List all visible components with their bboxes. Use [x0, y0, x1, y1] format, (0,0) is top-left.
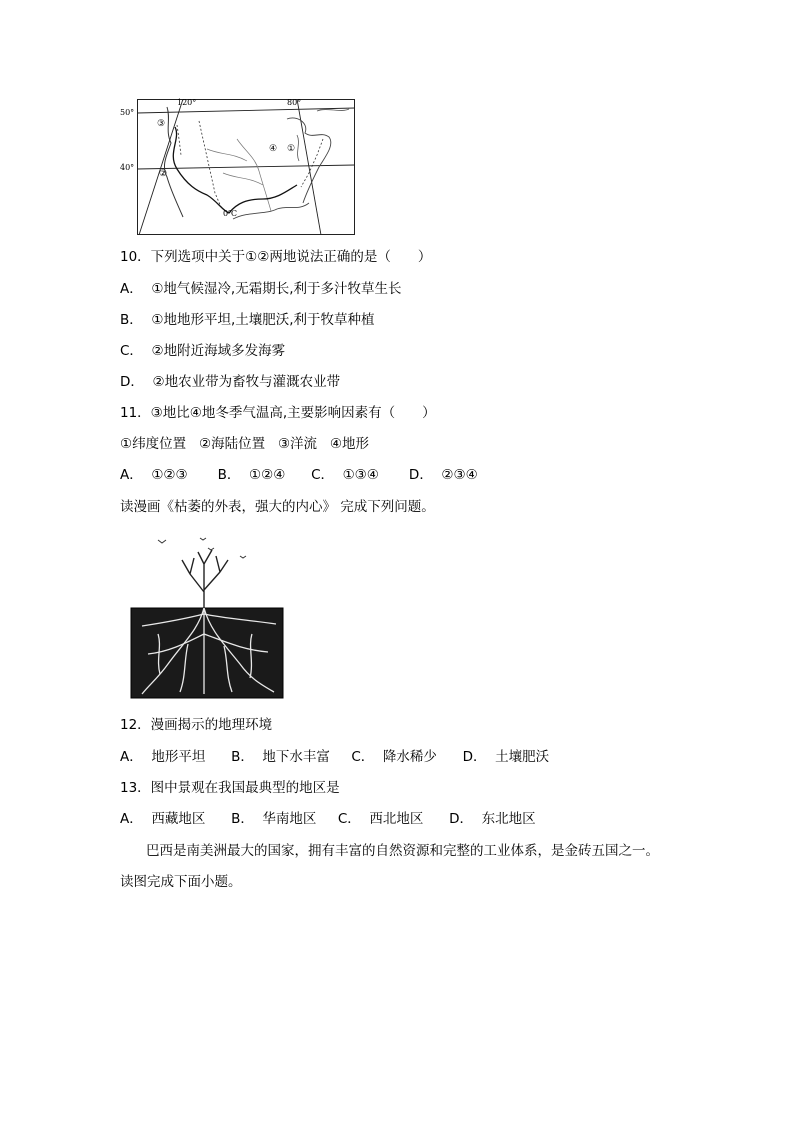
brazil-intro-line1: 巴西是南美洲最大的国家，拥有丰富的自然资源和完整的工业体系，是金砖五国之一。 — [146, 843, 659, 859]
q12-options: A． 地形平坦 B． 地下水丰富 C． 降水稀少 D． 土壤肥沃 — [120, 749, 550, 765]
withered-tree-cartoon — [128, 534, 286, 701]
marker-3: ③ — [157, 119, 166, 129]
longitude-80-label: 80° — [287, 98, 302, 107]
q10-stem: 10．下列选项中关于①②两地说法正确的是（ ） — [120, 249, 432, 265]
q10-option-d: D． ②地农业带为畜牧与灌溉农业带 — [120, 374, 341, 390]
q10-option-c: C． ②地附近海域多发海雾 — [120, 343, 286, 359]
cartoon-intro: 读漫画《枯萎的外表，强大的内心》 完成下列问题。 — [120, 499, 435, 515]
marker-4: ④ — [269, 144, 278, 154]
cartoon-drawing — [128, 534, 286, 701]
latitude-40-label: 40° — [120, 163, 135, 172]
isotherm-label: 0℃ — [223, 209, 238, 218]
latitude-50-label: 50° — [120, 108, 135, 117]
north-america-map — [120, 98, 355, 235]
q13-stem: 13．图中景观在我国最典型的地区是 — [120, 780, 340, 796]
brazil-intro-line2: 读图完成下面小题。 — [120, 874, 242, 890]
q12-stem: 12．漫画揭示的地理环境 — [120, 717, 273, 733]
longitude-120-label: 120° — [177, 98, 197, 107]
q10-option-a: A． ①地气候湿冷,无霜期长,利于多汁牧草生长 — [120, 281, 402, 297]
q11-factors: ①纬度位置 ②海陆位置 ③洋流 ④地形 — [120, 436, 370, 452]
q11-options: A． ①②③ B． ①②④ C． ①③④ D． ②③④ — [120, 467, 478, 483]
marker-1: ① — [287, 144, 296, 154]
map-drawing — [137, 99, 355, 235]
q10-option-b: B． ①地地形平坦,土壤肥沃,利于牧草种植 — [120, 312, 375, 328]
q11-stem: 11．③地比④地冬季气温高,主要影响因素有（ ） — [120, 405, 436, 421]
marker-2: ② — [159, 169, 168, 179]
q13-options: A． 西藏地区 B． 华南地区 C． 西北地区 D． 东北地区 — [120, 811, 536, 827]
